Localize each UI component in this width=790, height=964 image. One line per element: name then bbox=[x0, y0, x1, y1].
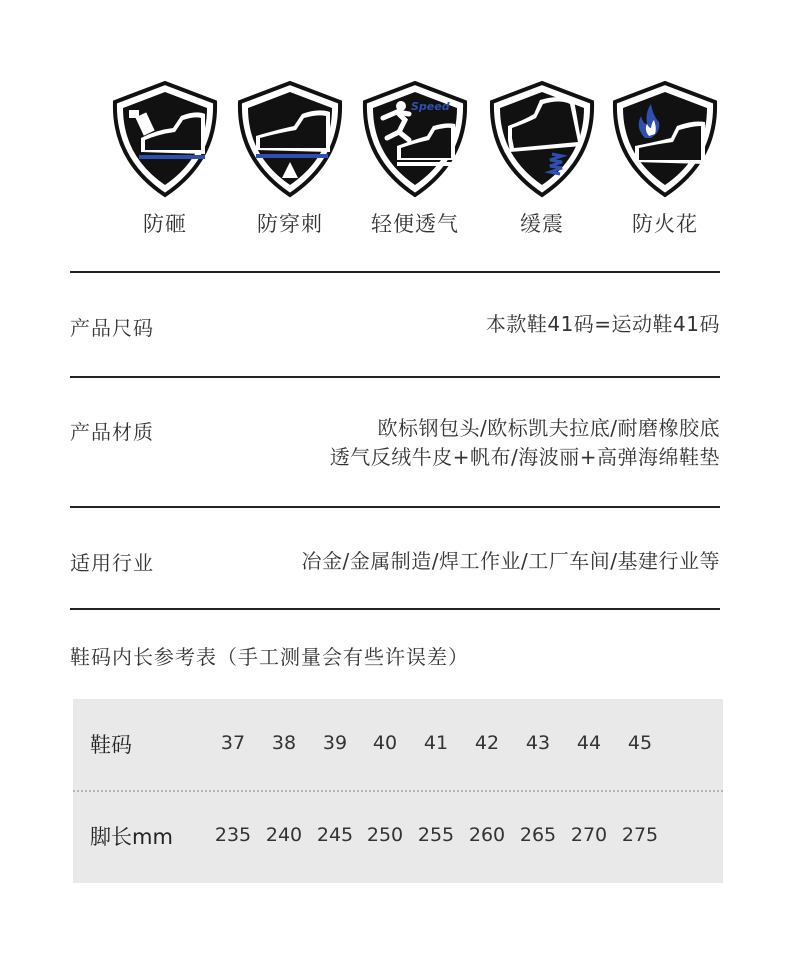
table-cell: 42 bbox=[474, 732, 500, 754]
table-cell: 44 bbox=[576, 732, 602, 754]
divider-line bbox=[70, 608, 720, 610]
row-header-foot-length: 脚长mm bbox=[90, 825, 173, 849]
runner-speed-icon bbox=[361, 80, 469, 198]
table-cell: 270 bbox=[570, 824, 608, 846]
spec-industry-label: 适用行业 bbox=[70, 551, 154, 575]
feature-spark-proof bbox=[600, 80, 730, 238]
spec-size-label: 产品尺码 bbox=[70, 316, 154, 340]
table-cell: 39 bbox=[322, 732, 348, 754]
feature-lightweight-breathable bbox=[350, 80, 480, 238]
row-header-size: 鞋码 bbox=[90, 733, 132, 757]
feature-label: 缓震 bbox=[520, 212, 564, 236]
divider-line bbox=[70, 271, 720, 273]
feature-label: 防火花 bbox=[632, 212, 698, 236]
feature-anti-smash bbox=[100, 80, 230, 238]
feature-shock-absorbing bbox=[477, 80, 607, 238]
feature-label: 防砸 bbox=[143, 212, 187, 236]
flame-icon bbox=[611, 80, 719, 198]
table-cell: 260 bbox=[468, 824, 506, 846]
svg-text:Speed: Speed bbox=[411, 100, 450, 113]
spec-material-line: 欧标钢包头/欧标凯夫拉底/耐磨橡胶底 bbox=[377, 416, 720, 440]
table-cell: 275 bbox=[621, 824, 659, 846]
table-cell: 235 bbox=[214, 824, 252, 846]
feature-label: 轻便透气 bbox=[371, 212, 459, 236]
spec-material-label: 产品材质 bbox=[70, 420, 154, 444]
hammer-impact-icon bbox=[111, 80, 219, 198]
table-row bbox=[73, 791, 723, 883]
spec-material-line: 透气反绒牛皮+帆布/海波丽+高弹海绵鞋垫 bbox=[329, 445, 720, 469]
table-cell: 255 bbox=[417, 824, 455, 846]
spec-material-value bbox=[330, 414, 720, 472]
table-cell: 40 bbox=[372, 732, 398, 754]
table-cell: 37 bbox=[220, 732, 246, 754]
feature-icons-row bbox=[0, 0, 790, 250]
table-cell: 245 bbox=[316, 824, 354, 846]
puncture-resistant-icon bbox=[236, 80, 344, 198]
spec-size-value: 本款鞋41码=运动鞋41码 bbox=[485, 312, 720, 336]
size-chart-title: 鞋码内长参考表（手工测量会有些许误差） bbox=[70, 645, 469, 669]
table-cell: 45 bbox=[627, 732, 653, 754]
divider-line bbox=[70, 506, 720, 508]
spec-industry-value: 冶金/金属制造/焊工作业/工厂车间/基建行业等 bbox=[301, 549, 720, 573]
table-cell: 240 bbox=[265, 824, 303, 846]
size-chart-table bbox=[73, 699, 723, 883]
divider-line bbox=[70, 376, 720, 378]
table-row bbox=[73, 699, 723, 791]
spring-cushion-icon bbox=[488, 80, 596, 198]
table-cell: 250 bbox=[366, 824, 404, 846]
feature-puncture-resistant bbox=[225, 80, 355, 238]
table-cell: 43 bbox=[525, 732, 551, 754]
table-cell: 265 bbox=[519, 824, 557, 846]
feature-label: 防穿刺 bbox=[257, 212, 323, 236]
table-cell: 41 bbox=[423, 732, 449, 754]
table-cell: 38 bbox=[271, 732, 297, 754]
